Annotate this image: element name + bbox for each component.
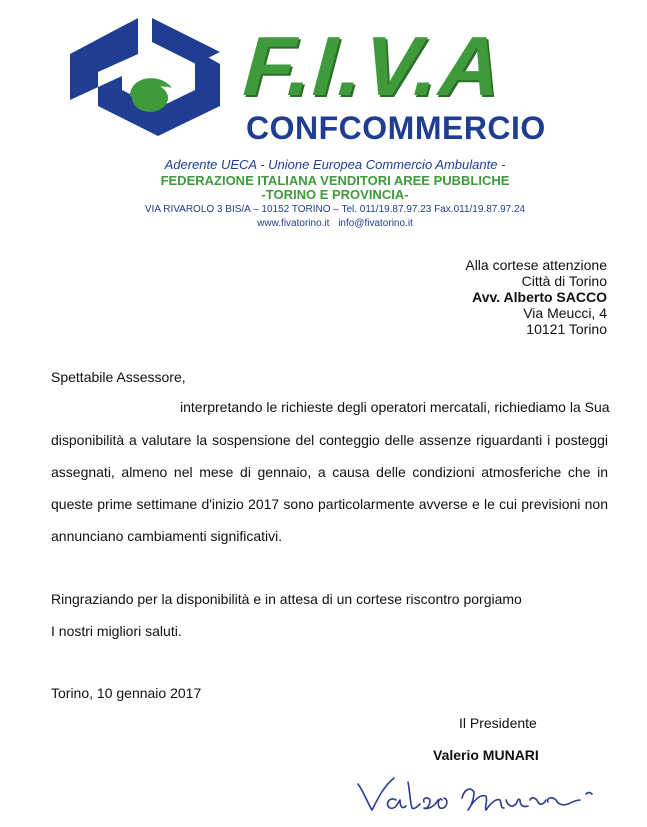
paragraph-line: queste prime settimane d'inizio 2017 sono particolarmente avverse e le cui previsioni non [51, 496, 608, 512]
paragraph-line: annunciano cambiamenti significativi. [51, 528, 283, 544]
letterhead-ueca: Aderente UECA - Unione Europea Commercio Ambulante - [164, 157, 506, 172]
letterhead-federation: FEDERAZIONE ITALIANA VENDITORI AREE PUBBLICHE [160, 173, 510, 188]
recipient-line-city: Città di Torino [521, 273, 607, 289]
paragraph-line: disponibilità a valutare la sospensione del conteggio delle assenze riguardanti i posteggi [51, 432, 608, 448]
handwritten-signature [350, 770, 610, 818]
closing-greeting: I nostri migliori saluti. [51, 623, 182, 639]
letter-date: Torino, 10 gennaio 2017 [51, 685, 202, 701]
recipient-name: Avv. Alberto SACCO [472, 289, 607, 305]
paragraph-line: interpretando le richieste degli operatori mercatali, richiediamo la Sua [180, 399, 610, 415]
letterhead-province: -TORINO E PROVINCIA- [261, 187, 409, 202]
signer-name: Valerio MUNARI [433, 747, 539, 763]
logo-wordmark: F.I.V.A [240, 19, 506, 113]
signer-role: Il Presidente [459, 715, 537, 731]
paragraph-line: assegnati, almeno nel mese di gennaio, a causa delle condizioni atmosferiche che in [51, 464, 608, 480]
letterhead-contacts [0, 218, 647, 229]
letterhead-address: VIA RIVAROLO 3 BIS/A – 10152 TORINO – Tel. 011/19.87.97.23 Fax.011/19.87.97.24 [144, 204, 526, 215]
email-link[interactable]: info@fivatorino.it [338, 218, 413, 229]
closing-line: Ringraziando per la disponibilità e in attesa di un cortese riscontro porgiamo [51, 591, 522, 607]
fiva-logo-mark [60, 14, 230, 149]
recipient-street: Via Meucci, 4 [523, 305, 607, 321]
salutation: Spettabile Assessore, [51, 369, 186, 385]
recipient-line-attention: Alla cortese attenzione [465, 257, 607, 273]
logo-subtitle: CONFCOMMERCIO [246, 110, 546, 146]
website-link[interactable]: www.fivatorino.it [257, 218, 330, 229]
recipient-postcode: 10121 Torino [526, 321, 607, 337]
